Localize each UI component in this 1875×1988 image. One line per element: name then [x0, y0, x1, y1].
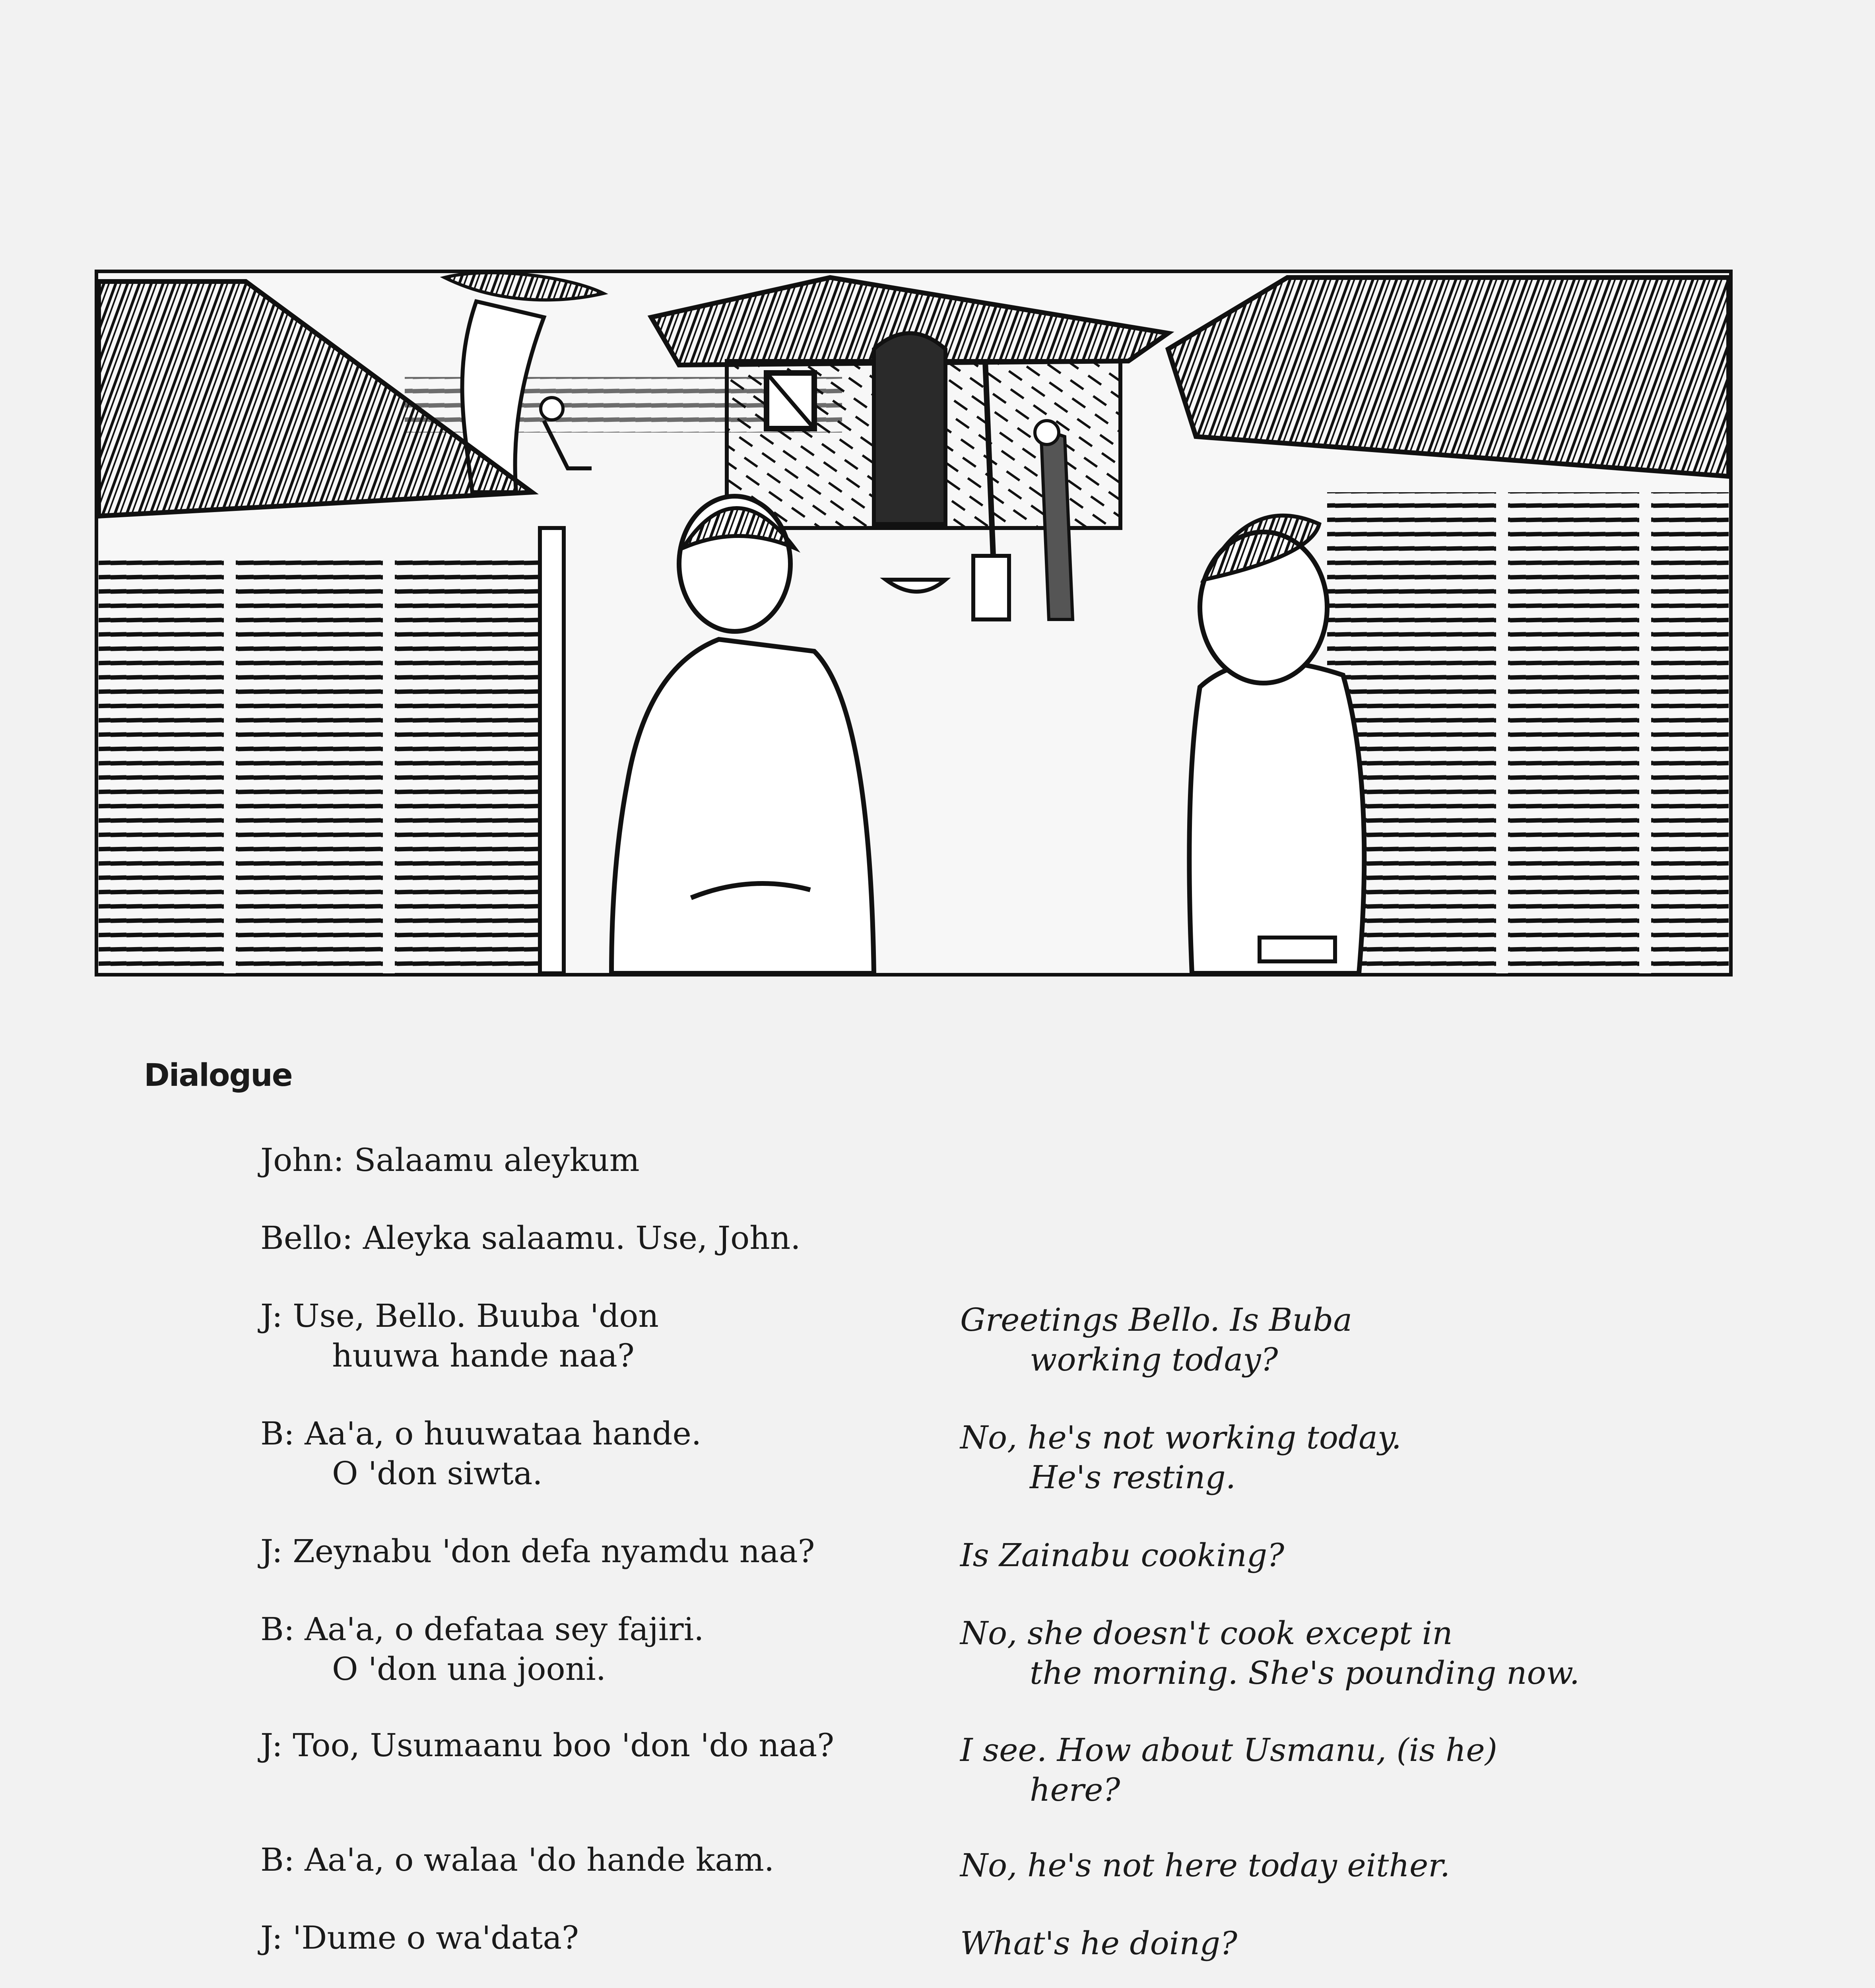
dialogue-line-5-fula	[260, 1532, 815, 1571]
village-compound-illustration-icon	[95, 270, 1733, 977]
english-text: No, he's not working today.	[960, 1419, 1401, 1456]
dialogue-line-8-fula	[260, 1840, 774, 1880]
english-text: Greetings Bello. Is Buba	[960, 1301, 1353, 1338]
dialogue-line-6-english	[960, 1613, 1580, 1693]
dialogue-line-2-fula	[260, 1218, 801, 1258]
fula-text: John: Salaamu aleykum	[260, 1142, 640, 1178]
english-text-cont: working today?	[1030, 1341, 1278, 1378]
dialogue-line-4-english	[960, 1418, 1401, 1497]
dialogue-line-8-english	[960, 1846, 1450, 1885]
english-text: No, he's not here today either.	[960, 1847, 1450, 1884]
english-text-cont: the morning. She's pounding now.	[1030, 1654, 1580, 1691]
fula-text: B: Aa'a, o walaa 'do hande kam.	[260, 1841, 774, 1878]
fula-text: Bello: Aleyka salaamu. Use, John.	[260, 1219, 801, 1256]
dialogue-line-3-fula	[260, 1296, 659, 1376]
fula-text: J: Too, Usumaanu boo 'don 'do naa?	[260, 1727, 835, 1764]
section-heading: Dialogue	[144, 1058, 292, 1093]
fula-text-cont: O 'don siwta.	[332, 1455, 543, 1492]
english-text-cont: here?	[1030, 1771, 1120, 1808]
dialogue-line-7-english	[960, 1730, 1497, 1810]
english-text: No, she doesn't cook except in	[960, 1615, 1453, 1652]
fula-text: B: Aa'a, o huuwataa hande.	[260, 1415, 702, 1452]
english-text: I see. How about Usmanu, (is he)	[960, 1732, 1497, 1769]
english-text: Is Zainabu cooking?	[960, 1537, 1285, 1574]
english-text-cont: He's resting.	[1030, 1459, 1236, 1496]
dialogue-line-5-english	[960, 1536, 1284, 1575]
fula-text-cont: huuwa hande naa?	[332, 1337, 635, 1374]
dialogue-line-6-fula	[260, 1609, 704, 1689]
dialogue-line-4-fula	[260, 1414, 701, 1493]
dialogue-line-7-fula	[260, 1726, 834, 1765]
fula-text-cont: O 'don una jooni.	[332, 1650, 606, 1687]
english-text: What's he doing?	[960, 1925, 1237, 1962]
fula-text: B: Aa'a, o defataa sey fajiri.	[260, 1611, 704, 1648]
dialogue-line-3-english	[960, 1300, 1352, 1380]
fula-text: J: Zeynabu 'don defa nyamdu naa?	[260, 1533, 815, 1570]
fula-text: J: Use, Bello. Buuba 'don	[260, 1297, 659, 1334]
dialogue-line-9-english	[960, 1924, 1237, 1963]
dialogue-line-1-fula	[260, 1140, 640, 1180]
fula-text: J: 'Dume o wa'data?	[260, 1919, 579, 1956]
village-illustration	[95, 270, 1733, 977]
dialogue-line-9-fula	[260, 1918, 579, 1958]
